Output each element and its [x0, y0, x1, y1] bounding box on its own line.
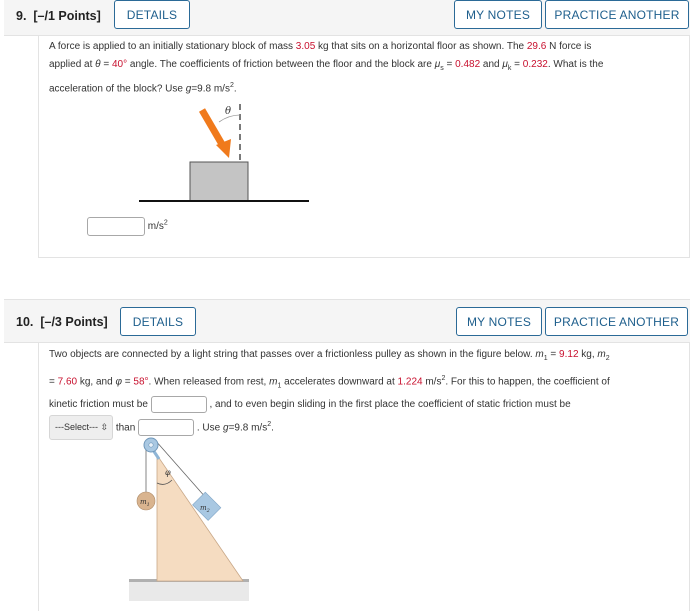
q9-force-value: 29.6	[526, 41, 547, 52]
q10-accel-value: 1.224	[397, 375, 423, 387]
q9-muk-value: 0.232	[522, 58, 548, 70]
force-arrow-shaft	[202, 110, 223, 146]
q9-details-button[interactable]: DETAILS	[114, 0, 190, 29]
q10-body	[38, 343, 690, 611]
q9-answer-unit: $m/s^2$	[147, 219, 168, 233]
q10-details-button[interactable]: DETAILS	[120, 307, 196, 336]
q10-kinetic-friction-input[interactable]	[151, 396, 207, 413]
mass-1-label: $m_1$	[140, 498, 150, 508]
q9-angle-value: 40°	[112, 58, 128, 70]
figure-phi-label: φ	[165, 468, 171, 477]
q9-number: 9. [–/1 Points]	[16, 9, 101, 23]
q9-mass-value: 3.05	[295, 41, 316, 52]
q10-comparison-select[interactable]: ---Select--- ⇳	[49, 415, 113, 441]
mass-2-label: $m_2$	[200, 504, 210, 514]
q9-header	[4, 0, 690, 36]
q10-header	[4, 299, 690, 343]
q9-problem-text: A force is applied to an initially stationary block of mass 3.05 kg that sits on a horizontal floor as shown. The 29.6 N force is applied at θ = 40° angle. The coefficients of friction between the floor and the block are $\mu_s = 0.482$ and $\mu_k = 0.232$. What is the acceleration of the block? Use g=9.8 $m/s^2$.	[49, 41, 604, 95]
figure-theta-label: θ	[225, 106, 232, 117]
q10-problem-text: Two objects are connected by a light string that passes over a frictionless pulley as shown in the figure below. $m_1 = 9.12$ kg, $m_2$ = 7.60 kg, and φ = 58°. When released from rest, $m_1$ accelerates downward at 1.224 $m/s^2$. For this to happen, the coefficient of kinetic friction must be , and to even begin sliding in the first place the coefficient of static friction must be ---Select--- ⇳ than . Use g=9.8 $m/s^2$.	[49, 345, 681, 440]
q10-practice-another-button[interactable]: PRACTICE ANOTHER	[545, 307, 688, 336]
q10-pulley-figure	[125, 435, 260, 605]
q10-my-notes-button[interactable]: MY NOTES	[456, 307, 542, 336]
q9-mus-value: 0.482	[455, 58, 481, 70]
q9-answer-input[interactable]	[87, 217, 145, 236]
q9-force-figure	[139, 102, 309, 212]
q10-static-friction-input[interactable]	[138, 419, 194, 436]
q10-angle-value: 58°	[133, 375, 149, 387]
q9-answer-row	[87, 217, 168, 236]
q10-m1-value: 9.12	[559, 349, 579, 360]
q9-body	[38, 36, 690, 258]
q9-practice-another-button[interactable]: PRACTICE ANOTHER	[545, 0, 689, 29]
q9-my-notes-button[interactable]: MY NOTES	[454, 0, 542, 29]
figure-floor	[129, 579, 249, 601]
updown-chevron-icon: ⇳	[100, 421, 109, 432]
q10-number: 10. [–/3 Points]	[16, 315, 108, 329]
q10-m2-value: 7.60	[57, 375, 78, 387]
block	[190, 162, 248, 201]
